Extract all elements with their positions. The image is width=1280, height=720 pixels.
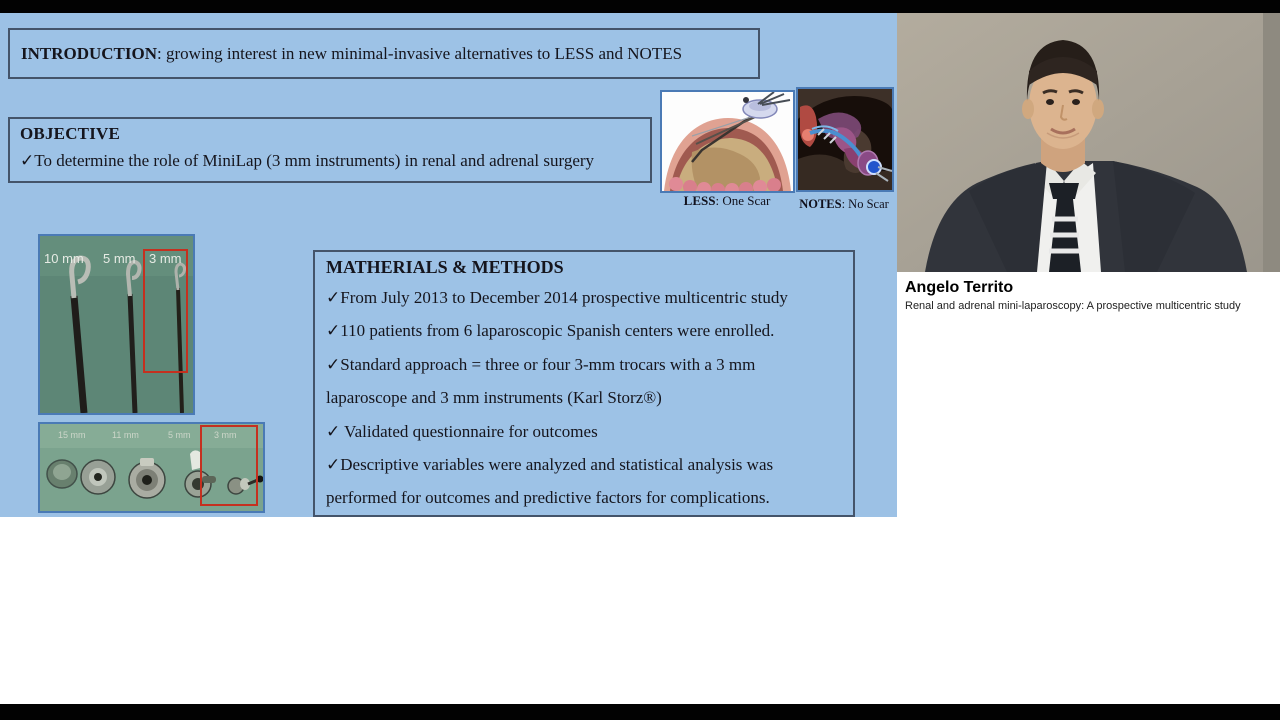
introduction-text: [21, 44, 682, 64]
presenter-photo: [897, 13, 1280, 272]
methods-line: performed for outcomes and predictive factors for complications.: [326, 488, 770, 508]
introduction-box: [8, 28, 760, 79]
methods-line: ✓110 patients from 6 laparoscopic Spanish centers were enrolled.: [326, 321, 775, 341]
notes-caption-bold: NOTES: [799, 197, 842, 211]
letterbox-bottom-bar: [0, 704, 1280, 720]
trocar-label-5mm: 5 mm: [168, 430, 191, 440]
presentation-slide: [0, 13, 897, 517]
objective-box: [8, 117, 652, 183]
notes-illustration: [796, 87, 894, 192]
instrument-label-10mm: 10 mm: [44, 251, 84, 266]
notes-caption-rest: : No Scar: [841, 197, 889, 211]
methods-line: ✓From July 2013 to December 2014 prospective multicentric study: [326, 288, 788, 307]
instrument-label-5mm: 5 mm: [103, 251, 136, 266]
methods-heading: MATHERIALS & METHODS: [326, 257, 564, 277]
notes-caption: [788, 197, 900, 212]
talk-title: Renal and adrenal mini-laparoscopy: A prospective multicentric study: [905, 300, 1241, 312]
trocar-label-15mm: 15 mm: [58, 430, 86, 440]
less-caption: [658, 193, 796, 209]
highlight-box-3mm-instrument: [143, 249, 188, 373]
speaker-name: Angelo Territo: [905, 279, 1014, 296]
highlight-box-3mm-trocar: [200, 425, 258, 506]
introduction-body: : growing interest in new minimal-invasive alternatives to LESS and NOTES: [157, 43, 683, 63]
methods-line: laparoscope and 3 mm instruments (Karl Storz®): [326, 388, 662, 408]
instrument-label-3mm: 3 mm: [149, 251, 182, 266]
trocar-label-11mm: 11 mm: [112, 430, 139, 440]
less-caption-rest: : One Scar: [715, 193, 771, 208]
less-illustration: [660, 90, 795, 193]
objective-heading: OBJECTIVE: [20, 124, 121, 143]
methods-line: ✓Standard approach = three or four 3-mm trocars with a 3 mm: [326, 354, 756, 374]
letterbox-top-bar: [0, 0, 1280, 13]
methods-box: [313, 250, 855, 517]
objective-line: ✓To determine the role of MiniLap (3 mm instruments) in renal and adrenal surgery: [20, 151, 595, 170]
introduction-heading: INTRODUCTION: [21, 43, 158, 63]
methods-line: ✓Descriptive variables were analyzed and statistical analysis was: [326, 455, 774, 475]
trocar-label-3mm: 3 mm: [214, 430, 237, 440]
methods-line: ✓ Validated questionnaire for outcomes: [326, 421, 598, 441]
less-caption-bold: LESS: [683, 193, 716, 208]
